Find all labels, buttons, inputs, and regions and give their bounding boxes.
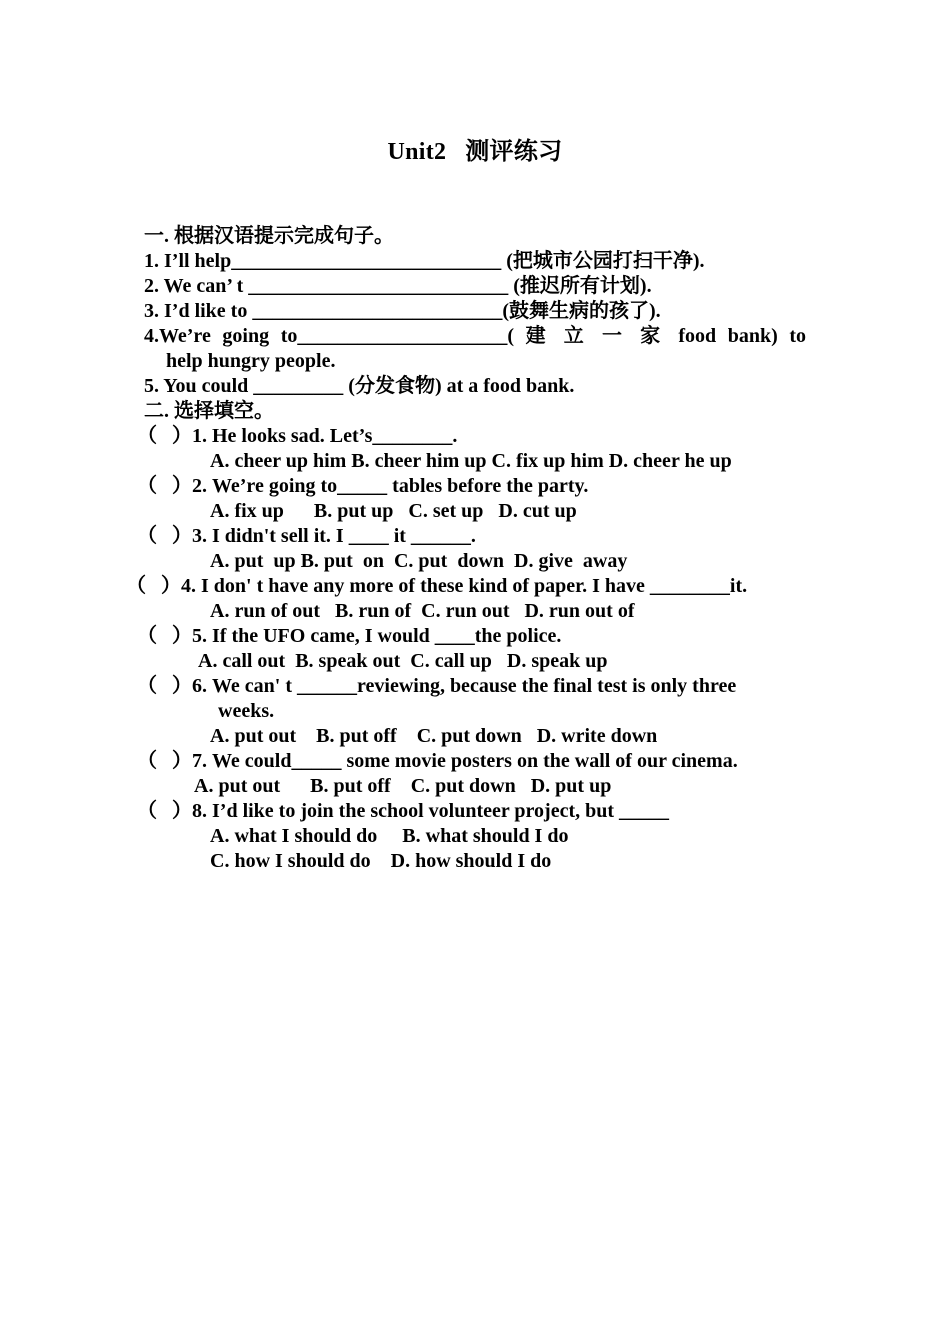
question-8-options-cd: C. how I should do D. how should I do	[210, 850, 552, 872]
question-6: （ ）6. We can' t ______reviewing, because the final test is only three	[137, 675, 737, 697]
question-5: （ ）5. If the UFO came, I would ____the police.	[137, 625, 562, 647]
section1-item-4-continued: help hungry people.	[166, 350, 336, 372]
question-7: （ ）7. We could_____ some movie posters on the wall of our cinema.	[137, 750, 738, 772]
section1-heading: 一. 根据汉语提示完成句子。	[144, 225, 394, 247]
question-4-options: A. run of out B. run of C. run out D. run out of	[210, 600, 635, 622]
section1-item-5: 5. You could _________ (分发食物) at a food bank.	[144, 375, 575, 397]
question-4: （ ）4. I don' t have any more of these kind of paper. I have ________it.	[126, 575, 748, 597]
question-2-options: A. fix up B. put up C. set up D. cut up	[210, 500, 577, 522]
section2-heading: 二. 选择填空。	[144, 400, 274, 422]
question-6-continued: weeks.	[218, 700, 275, 722]
section1-item-1: 1. I’ll help___________________________ (把城市公园打扫干净).	[144, 250, 705, 272]
question-5-options: A. call out B. speak out C. call up D. speak up	[198, 650, 608, 672]
section1-item-4: 4.We’re going to_____________________( 建 立 一 家 food bank) to	[144, 325, 806, 347]
section1-item-3: 3. I’d like to _________________________(鼓舞生病的孩了).	[144, 300, 661, 322]
question-3-options: A. put up B. put on C. put down D. give away	[210, 550, 628, 572]
question-6-options: A. put out B. put off C. put down D. write down	[210, 725, 658, 747]
question-8-options-ab: A. what I should do B. what should I do	[210, 825, 569, 847]
section1-item-2: 2. We can’ t __________________________ (推迟所有计划).	[144, 275, 652, 297]
question-8: （ ）8. I’d like to join the school volunteer project, but _____	[137, 800, 670, 822]
question-2: （ ）2. We’re going to_____ tables before the party.	[137, 475, 589, 497]
question-3: （ ）3. I didn't sell it. I ____ it ______.	[137, 525, 476, 547]
question-7-options: A. put out B. put off C. put down D. put up	[194, 775, 612, 797]
question-1: （ ）1. He looks sad. Let’s________.	[137, 425, 458, 447]
page-title: Unit2 测评练习	[387, 139, 563, 165]
question-1-options: A. cheer up him B. cheer him up C. fix up him D. cheer he up	[210, 450, 732, 472]
